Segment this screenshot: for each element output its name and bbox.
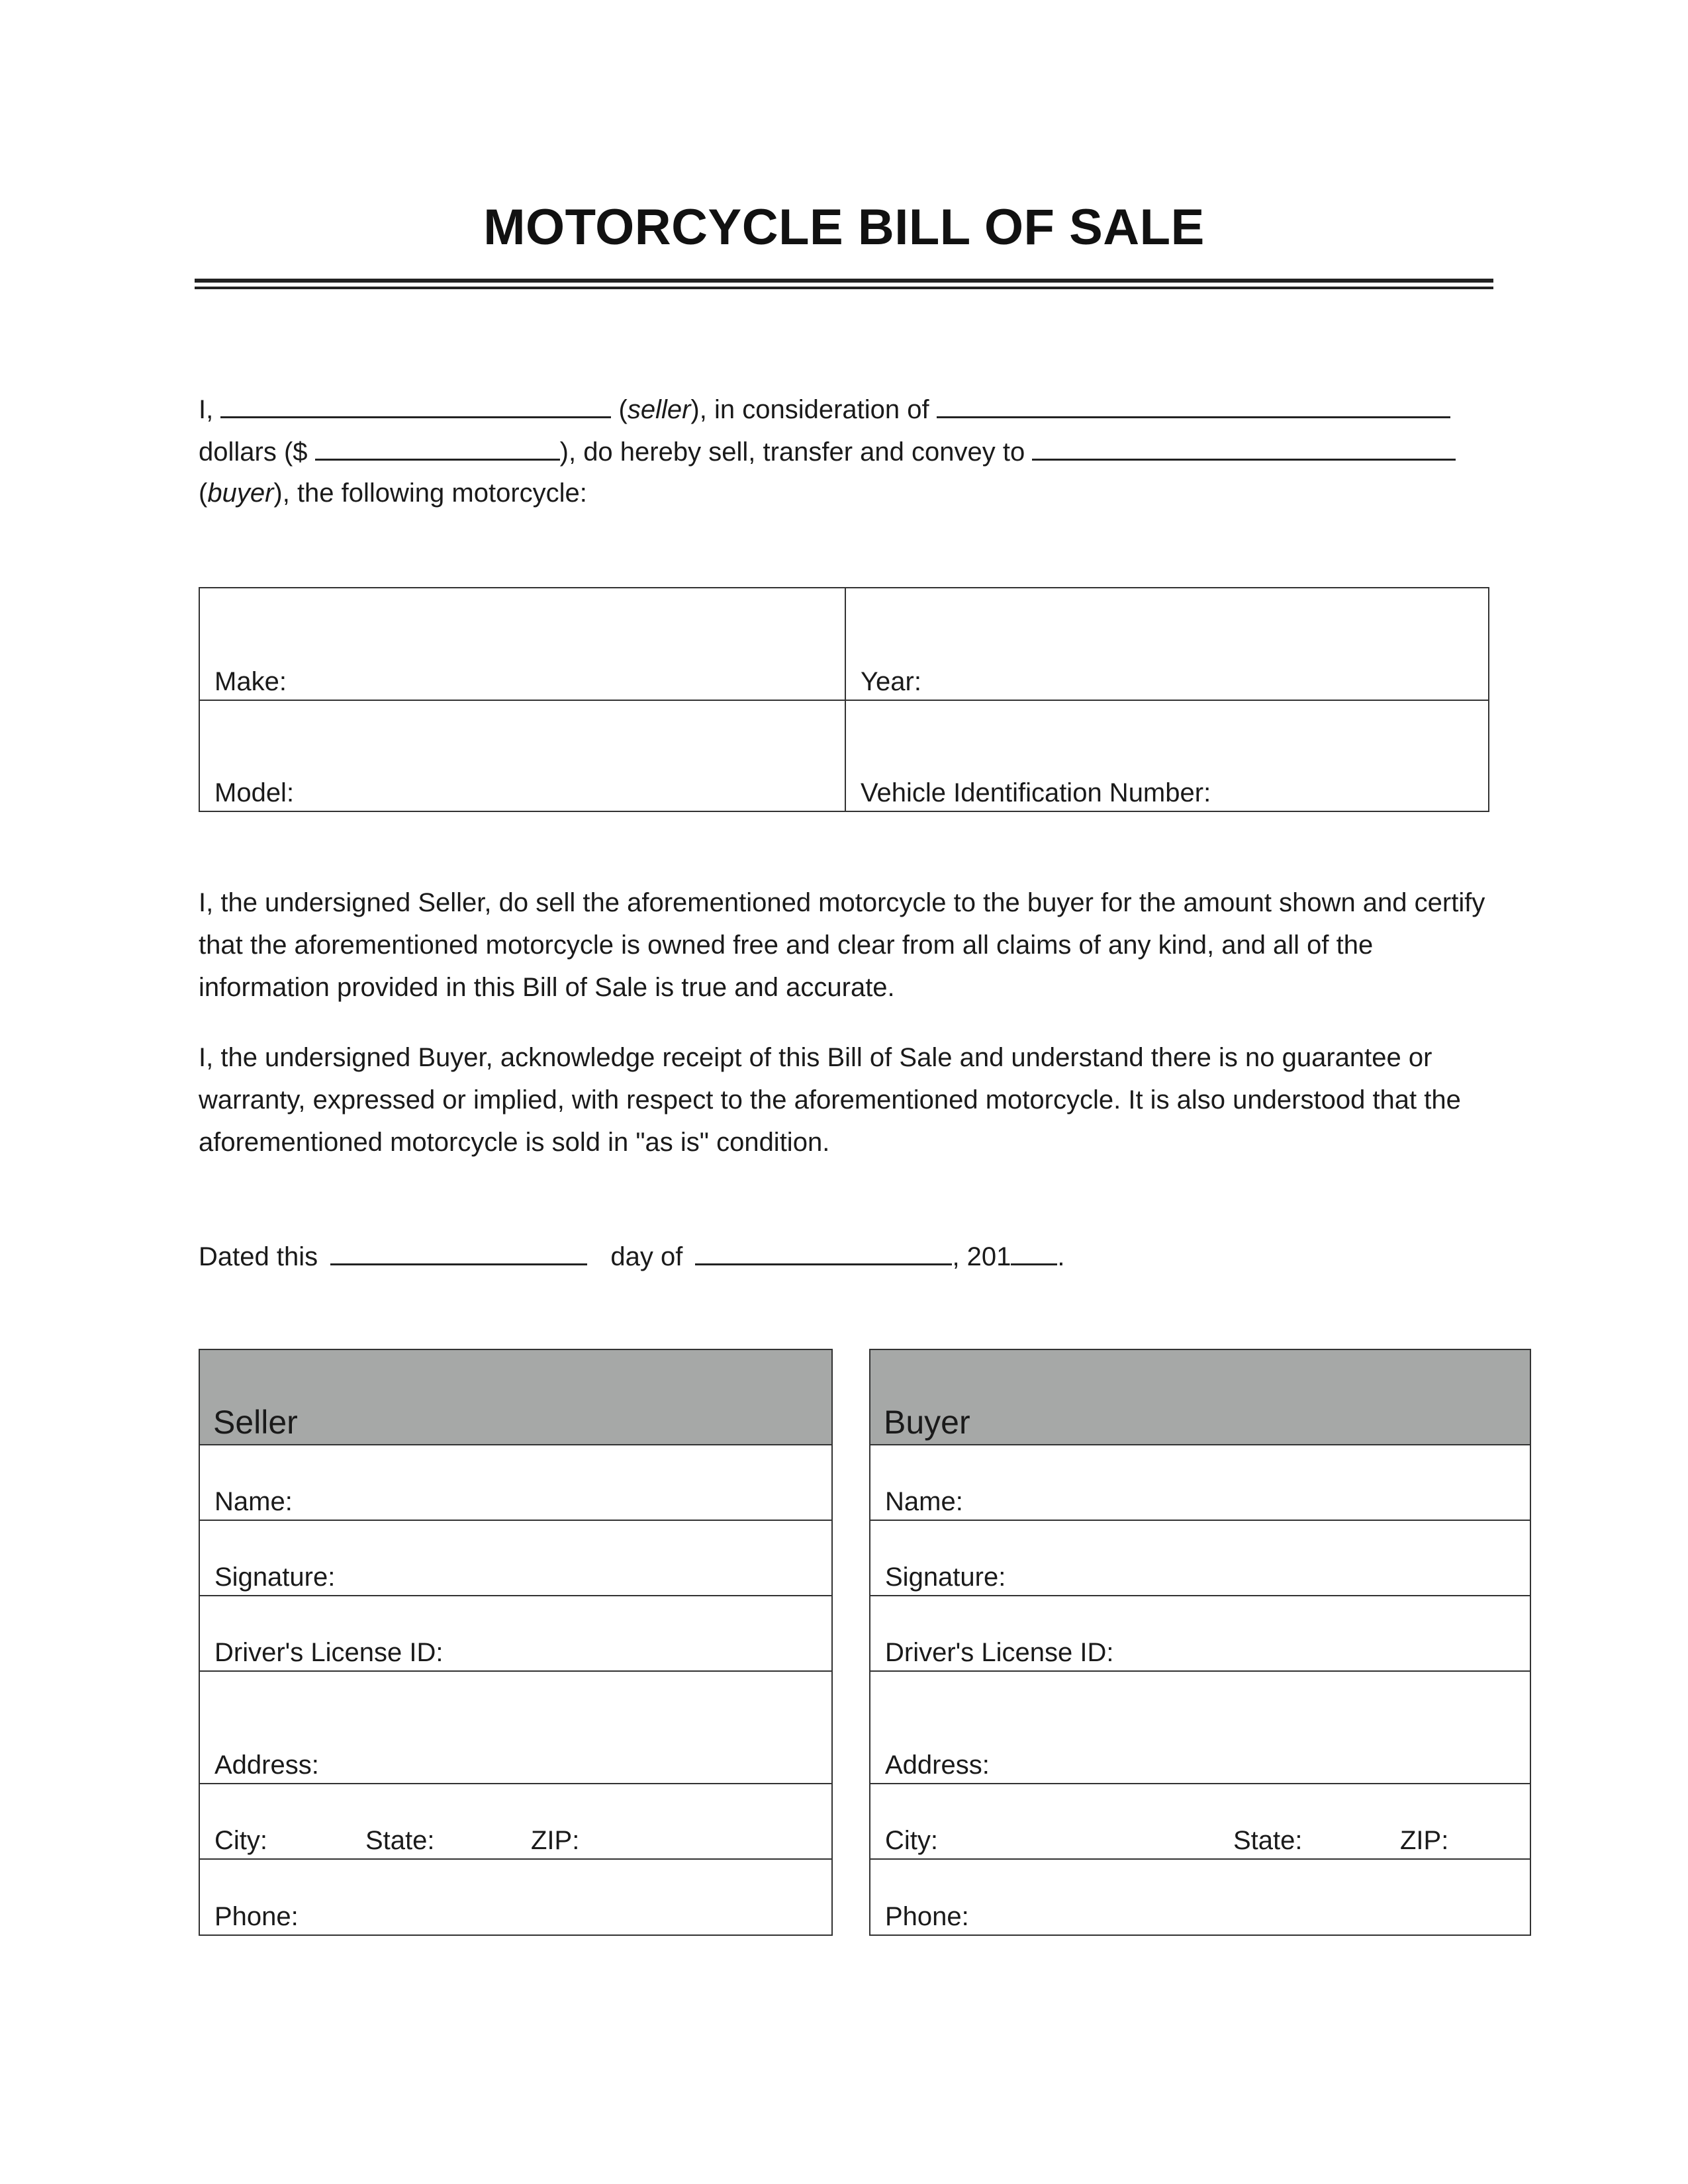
seller-table	[199, 1349, 833, 1936]
buyer-statement: I, the undersigned Buyer, acknowledge receipt of this Bill of Sale and understand there is no guarantee or warranty, expressed or implied, with respect to the aforementioned motorcycle. It is also understood that the aforementioned motorcycle is sold in "as is" condition.	[199, 1043, 1461, 1157]
buyer-label: buyer	[207, 478, 274, 508]
seller-phone-field[interactable]: Phone:	[214, 1902, 299, 1931]
model-field[interactable]	[200, 701, 845, 811]
year-blank[interactable]	[1011, 1234, 1057, 1265]
month-blank[interactable]	[695, 1234, 952, 1265]
buyer-city-state-zip-field[interactable]	[870, 1784, 1530, 1860]
seller-signature-field[interactable]: Signature:	[200, 1521, 831, 1596]
buyer-heading: Buyer	[884, 1404, 970, 1441]
intro-line-2: dollars ($ ), do hereby sell, transfer and convey to	[199, 430, 1456, 473]
seller-heading: Seller	[213, 1404, 298, 1441]
year-field[interactable]	[846, 588, 1489, 700]
seller-zip-label: ZIP:	[531, 1826, 580, 1855]
seller-header	[200, 1350, 831, 1445]
amount-words-blank[interactable]	[937, 387, 1450, 418]
seller-name-field[interactable]: Name:	[200, 1445, 831, 1521]
seller-statement: I, the undersigned Seller, do sell the aforementioned motorcycle to the buyer for the amount shown and certify that the aforementioned motorcycle is owned free and clear from all claims of any kind, and all of the information provided in this Bill of Sale is true and accurate.	[199, 888, 1485, 1002]
make-label: Make:	[214, 667, 287, 696]
buyer-phone-field[interactable]: Phone:	[885, 1902, 969, 1931]
intro-text: I,	[199, 395, 214, 424]
model-label: Model:	[214, 778, 295, 807]
seller-city-state-zip-field[interactable]	[200, 1784, 831, 1860]
buyer-name-blank[interactable]	[1032, 430, 1456, 461]
buyer-table	[869, 1349, 1531, 1936]
day-blank[interactable]	[330, 1234, 587, 1265]
make-field[interactable]	[200, 588, 845, 700]
seller-name-blank[interactable]	[220, 387, 611, 418]
buyer-address-field[interactable]: Address:	[870, 1672, 1530, 1784]
amount-number-blank[interactable]	[315, 430, 560, 461]
buyer-state-label: State:	[1233, 1826, 1303, 1855]
title-rule-bottom	[195, 287, 1493, 289]
buyer-zip-label: ZIP:	[1400, 1826, 1449, 1855]
seller-address-field[interactable]: Address:	[200, 1672, 831, 1784]
dated-line: Dated this day of , 201 .	[199, 1234, 1065, 1278]
seller-label: seller	[627, 395, 691, 424]
vin-label: Vehicle Identification Number:	[861, 778, 1211, 807]
vehicle-table	[199, 587, 1489, 812]
buyer-signature-field[interactable]: Signature:	[870, 1521, 1530, 1596]
buyer-name-field[interactable]: Name:	[870, 1445, 1530, 1521]
document-title: MOTORCYCLE BILL OF SALE	[483, 199, 1205, 255]
seller-state-label: State:	[365, 1826, 435, 1855]
year-label: Year:	[861, 667, 921, 696]
vin-field[interactable]	[846, 701, 1489, 811]
seller-license-field[interactable]: Driver's License ID:	[200, 1596, 831, 1672]
buyer-license-field[interactable]: Driver's License ID:	[870, 1596, 1530, 1672]
intro-line-3: (buyer), the following motorcycle:	[199, 478, 587, 508]
buyer-city-label: City:	[885, 1826, 938, 1855]
buyer-header	[870, 1350, 1530, 1445]
seller-city-label: City:	[214, 1826, 267, 1855]
intro-line-1: I, (seller), in consideration of	[199, 387, 1450, 431]
title-rule-top	[195, 279, 1493, 283]
